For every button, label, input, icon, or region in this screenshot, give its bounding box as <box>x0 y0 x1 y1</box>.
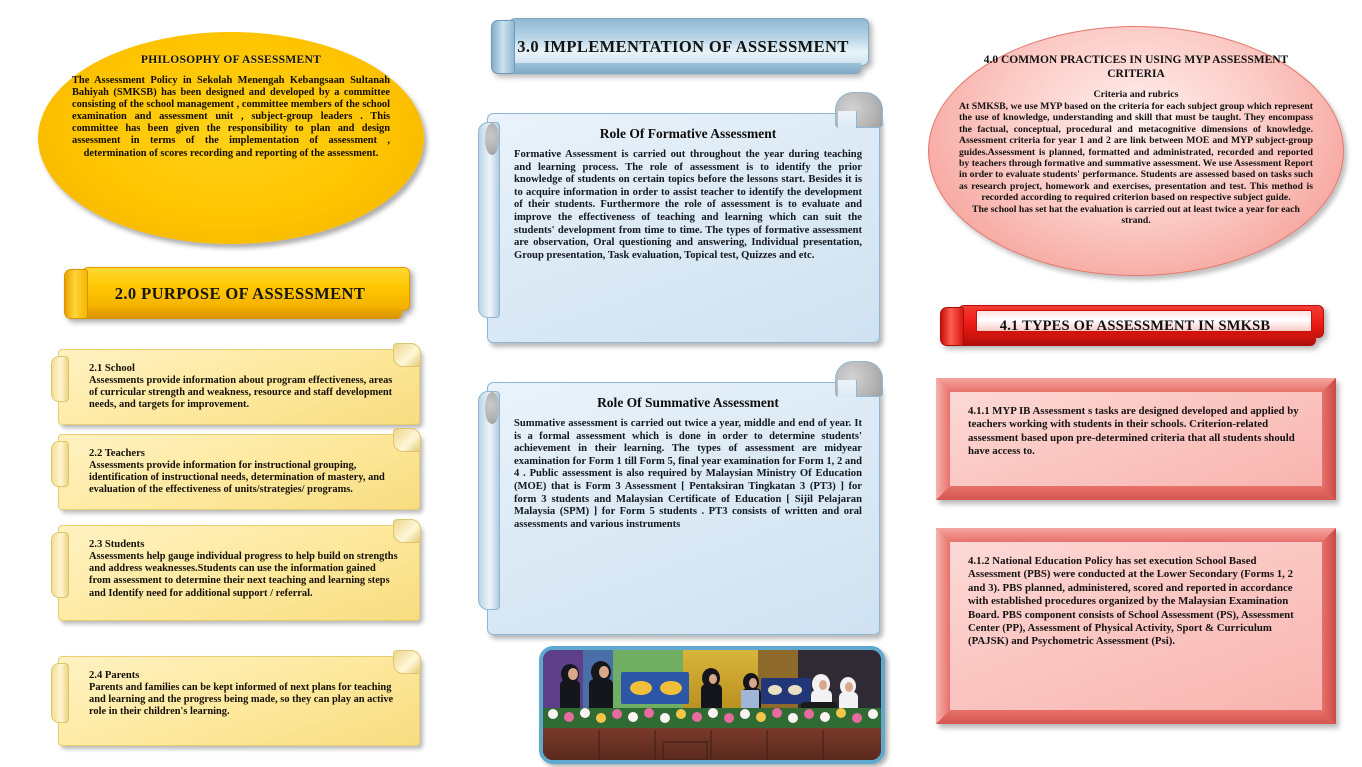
note-left-curl <box>51 356 69 402</box>
purpose-of-assessment-banner <box>60 267 420 321</box>
common-practices-body: At SMKSB, we use MYP based on the criteria for each subject group which represent the use of knowledge, understanding and skill that must be taught. They encompass the factual, conceptual, procedural and metacognitive dimensions of knowledge. Assessment criteria for year 1 and 2 are link between MOE and MYP subject-group guides.Assessment is planned, formatted and administrated, recorded and reported by teachers through formative and summative assessment. We use Assessment Report in order to evaluate students' performance. Students are assessed based on tasks such as research project, homework and exercises, presentation and test. This method is recorded according to required criterion based on respective subject guide. <box>959 101 1313 204</box>
banner-left-roll <box>64 269 88 319</box>
common-practices-ellipse <box>928 26 1344 276</box>
formative-title: Role Of Formative Assessment <box>599 126 777 141</box>
note-heading: 2.4 Parents <box>89 670 140 681</box>
note-corner-curl <box>393 343 421 367</box>
types-box-national-policy <box>936 528 1336 724</box>
criteria-and-rubrics-subheading: Criteria and rubrics <box>1093 89 1179 100</box>
bevel-face <box>950 392 1322 486</box>
bevel-right-edge <box>1322 378 1336 500</box>
note-body: Assessments help gauge individual progress to help build on strengths and address weaknesses.Students can use the information gained from assessment to determine their next teaching and learning steps and Identify need for additional support / referral. <box>89 551 398 599</box>
bevel-left-edge <box>936 378 950 500</box>
philosophy-body-text: The Assessment Policy in Sekolah Menengah Kebangsaan Sultanah Bahiyah (SMKSB) has been designed and developed by a committee consisting of the school management , committee members of the school examination and assessment unit , subject-group leaders . This committee has been given the responsibility to plan and design assessment in terms of the implementation of assessment , determination of scores recording and reporting of the assessment. <box>72 75 390 159</box>
summative-assessment-box <box>487 382 880 635</box>
bevel-left-edge <box>936 528 950 724</box>
bevel-bottom-edge <box>936 710 1336 724</box>
banner-bottom-roll <box>82 308 402 319</box>
purpose-banner-label: 2.0 PURPOSE OF ASSESSMENT <box>114 284 366 303</box>
banner-left-roll <box>491 20 515 74</box>
types-box-text: 4.1.1 MYP IB Assessment s tasks are designed developed and applied by teachers working with students in their schools. Criterion-related assessment based upon pre-determined criteria that all students should have access to. <box>968 405 1299 458</box>
common-practices-heading: 4.0 COMMON PRACTICES IN USING MYP ASSESSMENT CRITERIA <box>983 54 1289 80</box>
bevel-face <box>950 542 1322 710</box>
note-left-curl <box>51 441 69 487</box>
note-corner-curl <box>393 519 421 543</box>
types-of-assessment-banner <box>936 305 1334 348</box>
types-banner-label: 4.1 TYPES OF ASSESSMENT IN SMKSB <box>999 318 1271 334</box>
philosophy-of-assessment-ellipse <box>38 32 424 244</box>
scroll-left-curl <box>478 122 500 318</box>
types-box-myp-ib <box>936 378 1336 500</box>
common-practices-tail: The school has set hat the evaluation is carried out at least twice a year for each strand. <box>972 203 1300 227</box>
note-card-teachers <box>58 434 420 510</box>
note-left-curl <box>51 532 69 598</box>
note-card-students <box>58 525 420 621</box>
note-body: Assessments provide information for instructional grouping, identification of instructional needs, determination of mastery, and evaluation of the effectiveness of units/strategies/ programs. <box>89 460 385 496</box>
note-body: Parents and families can be kept informed of next plans for teaching and learning and the progress being made, so they can play an active role in their children's learning. <box>89 682 394 718</box>
types-box-text: 4.1.2 National Education Policy has set execution School Based Assessment (PBS) were conducted at the Lower Secondary (Forms 1, 2 and 3). PBS planned, administered, scored and reported in accordance with established procedures organized by the Malaysian Examination Board. PBS component consists of School Assessment (PS), Assessment Center (PP), Assessment of Physical Activity, Sport & Curriculum (PAJSK) and Psychometric Assessment (Psi). <box>968 555 1294 648</box>
scroll-top-right-curl <box>835 361 883 397</box>
note-card-school <box>58 349 420 425</box>
note-corner-curl <box>393 650 421 674</box>
note-heading: 2.3 Students <box>89 539 145 550</box>
note-body: Assessments provide information about program effectiveness, areas of curricular strength and weakness, resource and staff development needs, and targets for improvement. <box>89 375 393 411</box>
implementation-banner-label: 3.0 IMPLEMENTATION OF ASSESSMENT <box>517 37 849 56</box>
photo-illustration <box>543 650 881 760</box>
banner-left-roll <box>940 307 964 346</box>
note-corner-curl <box>393 428 421 452</box>
summative-title: Role Of Summative Assessment <box>597 395 779 410</box>
implementation-banner <box>487 18 879 76</box>
scroll-top-right-curl <box>835 92 883 128</box>
school-event-photo <box>539 646 885 764</box>
bevel-top-edge <box>936 378 1336 392</box>
note-card-parents <box>58 656 420 746</box>
note-heading: 2.2 Teachers <box>89 448 145 459</box>
formative-body: Formative Assessment is carried out throughout the year during teaching and learning process. The role of assessment is to identify the prior knowledge of students on certain topics before the lessons start. Besides it is to acquire information in order to assist teacher to identify the development of their students. Furthermore the role of assessment is to evaluate and improve the effectiveness of teaching and learning which can suit the students' development from time to time. The types of formative assessment are observation, Oral questioning and answering, Individual presentation, Group presentation, Task evaluation, Topical test, Quizzes and etc. <box>514 149 862 261</box>
formative-assessment-box <box>487 113 880 343</box>
summative-body: Summative assessment is carried out twice a year, middle and end of year. It is a formal assessment which is done in order to determine students' achievement in their learning. The types of assessment are midyear examination for Form 1 till Form 5, final year examination for Form 1, 2 and 4 . Public assessment is also required by Malaysian Ministry Of Education (MOE) that is Form 3 Assessment [ Pentaksiran Tingkatan 3 (PT3) ] for form 3 students and Malaysian Certificate of Education [ Sijil Pelajaran Malaysia (SPM) ] for Form 5 students . PT3 consists of written and oral assessments and various instruments <box>514 418 862 530</box>
scroll-left-curl <box>478 391 500 610</box>
bevel-top-edge <box>936 528 1336 542</box>
philosophy-heading: PHILOSOPHY OF ASSESSMENT <box>140 54 322 66</box>
banner-bottom-roll <box>958 335 1316 346</box>
bevel-right-edge <box>1322 528 1336 724</box>
note-left-curl <box>51 663 69 723</box>
banner-bottom-roll <box>509 63 861 74</box>
bevel-bottom-edge <box>936 486 1336 500</box>
note-heading: 2.1 School <box>89 363 135 374</box>
